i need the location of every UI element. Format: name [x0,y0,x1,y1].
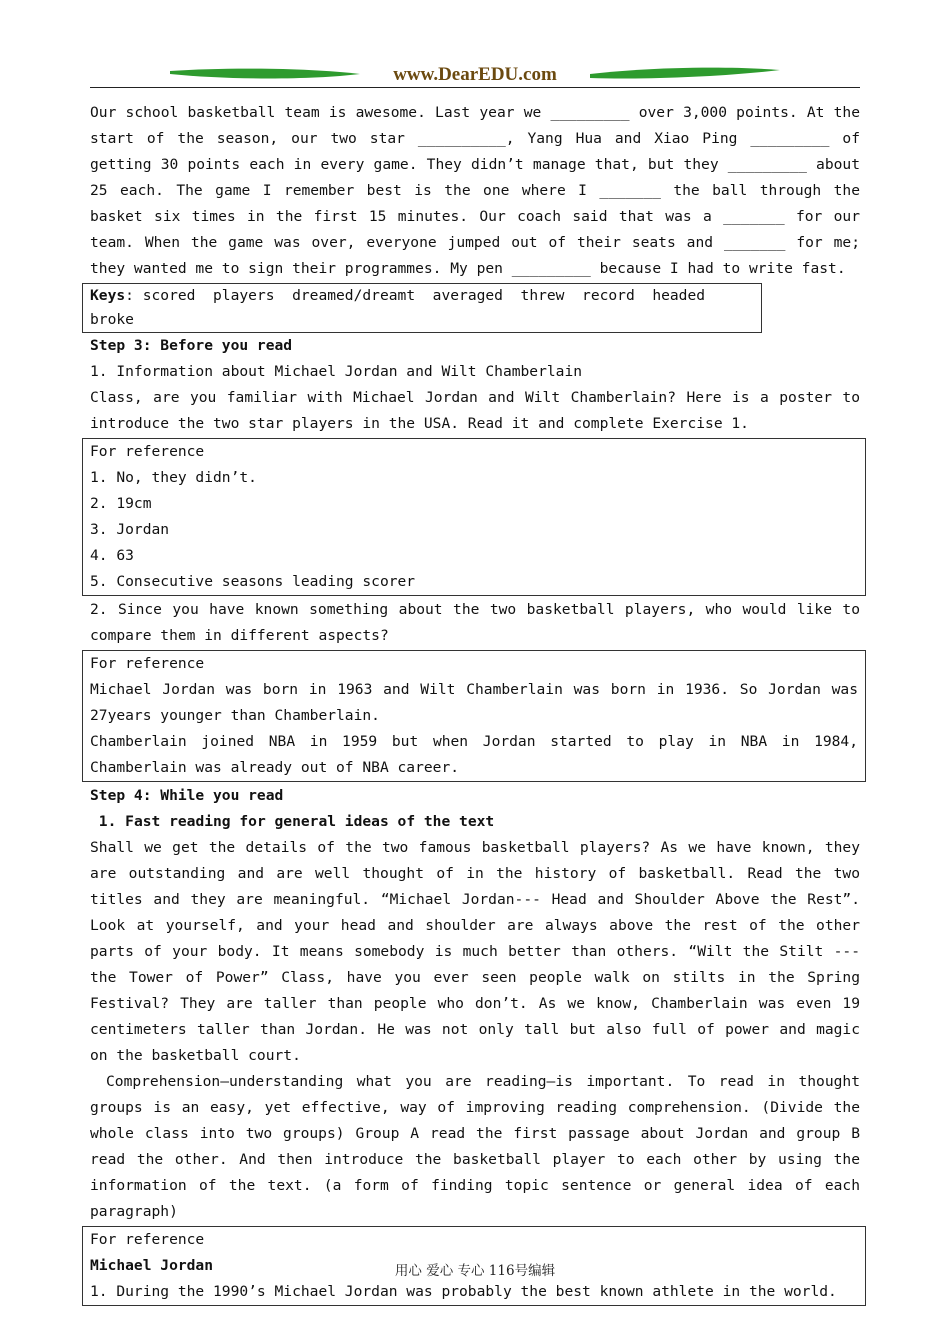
step4-paragraph-1: Shall we get the details of the two famous basketball players? As we have known, they are outstanding and are well thought of in the history of basketball. Read the two titles and they are meaningful. “Michael Jordan--- Head and Shoulder Above the Rest”. Look at yourself, and your head and shoulder are always above the rest of the other parts of your body. It means somebody is much better than others. “Wilt the Stilt --- the Tower of Power” Class, have you ever seen people walk on stilts in the Spring Festival? They are taller than people who don’t. As we know, Chamberlain was even 19 centimeters taller than Jordan. He was not only tall but also full of power and magic on the basketball court. [90,839,869,1064]
reference-box-2 [82,650,866,782]
reference-item: 3. Jordan [90,521,170,538]
step3-item2-text: 2. Since you have known something about the two basketball players, who would like to compare them in different aspects? [90,601,869,644]
reference-title: For reference [90,443,205,460]
site-header [90,62,860,88]
step4-subtitle: 1. Fast reading for general ideas of the text [90,813,495,830]
reference-item: 4. 63 [90,547,134,564]
step3-item1-text: Class, are you familiar with Michael Jordan and Wilt Chamberlain? Here is a poster to introduce the two star players in the USA. Read it and complete Exercise 1. [90,389,869,432]
reference-title: For reference [90,1231,205,1248]
step4-paragraph-2: Comprehension—understanding what you are reading—is important. To read in thought groups is an easy, yet effective, way of improving reading comprehension. (Divide the whole class into two groups) Group A read the first passage about Jordan and group B read the other. And then introduce the basketball player to each other by using the information of the text. (a form of finding topic sentence or general idea of each paragraph) [90,1073,869,1220]
reference-title: For reference [90,655,205,672]
site-logo-text: www.DearEDU.com [393,64,557,85]
reference-subtitle: Michael Jordan [90,1257,214,1274]
reference-item: 2. 19cm [90,495,152,512]
cloze-passage: Our school basketball team is awesome. Last year we _________ over 3,000 points. At the start of the season, our two star __________, Yang Hua and Xiao Ping _________ of getting 30 points each in every game. They didn’t manage that, but they _________ about 25 each. The game I remember best is the one where I _______ the ball through the basket six times in the first 15 minutes. Our coach said that was a _______ for our team. When the game was over, everyone jumped out of their seats and _______ for me; they wanted me to sign their programmes. My pen _________ because I had to write fast. [90,104,869,277]
reference-item: 1. No, they didn’t. [90,469,257,486]
reference-paragraph: Michael Jordan was born in 1963 and Wilt Chamberlain was born in 1936. So Jordan was 27years younger than Chamberlain. [90,681,867,724]
keys-answers: : scored players dreamed/dreamt averaged threw record headed broke [90,287,723,328]
step3-title: Step 3: Before you read [90,337,293,354]
reference-box-1 [82,438,866,596]
document-body [90,100,869,1307]
reference-item: 5. Consecutive seasons leading scorer [90,573,416,590]
page-footer: 用心 爱心 专心 116号编辑 [394,1263,556,1279]
header-rule [90,87,860,88]
step4-title: Step 4: While you read [90,787,284,804]
reference-paragraph: Chamberlain joined NBA in 1959 but when Jordan started to play in NBA in 1984, Chamberlain was already out of NBA career. [90,733,867,776]
keys-label: Keys [90,287,126,304]
keys-box [82,283,762,333]
step3-item1-title: 1. Information about Michael Jordan and Wilt Chamberlain [90,363,583,380]
reference-item: 1. During the 1990’s Michael Jordan was probably the best known athlete in the world. [90,1283,837,1300]
